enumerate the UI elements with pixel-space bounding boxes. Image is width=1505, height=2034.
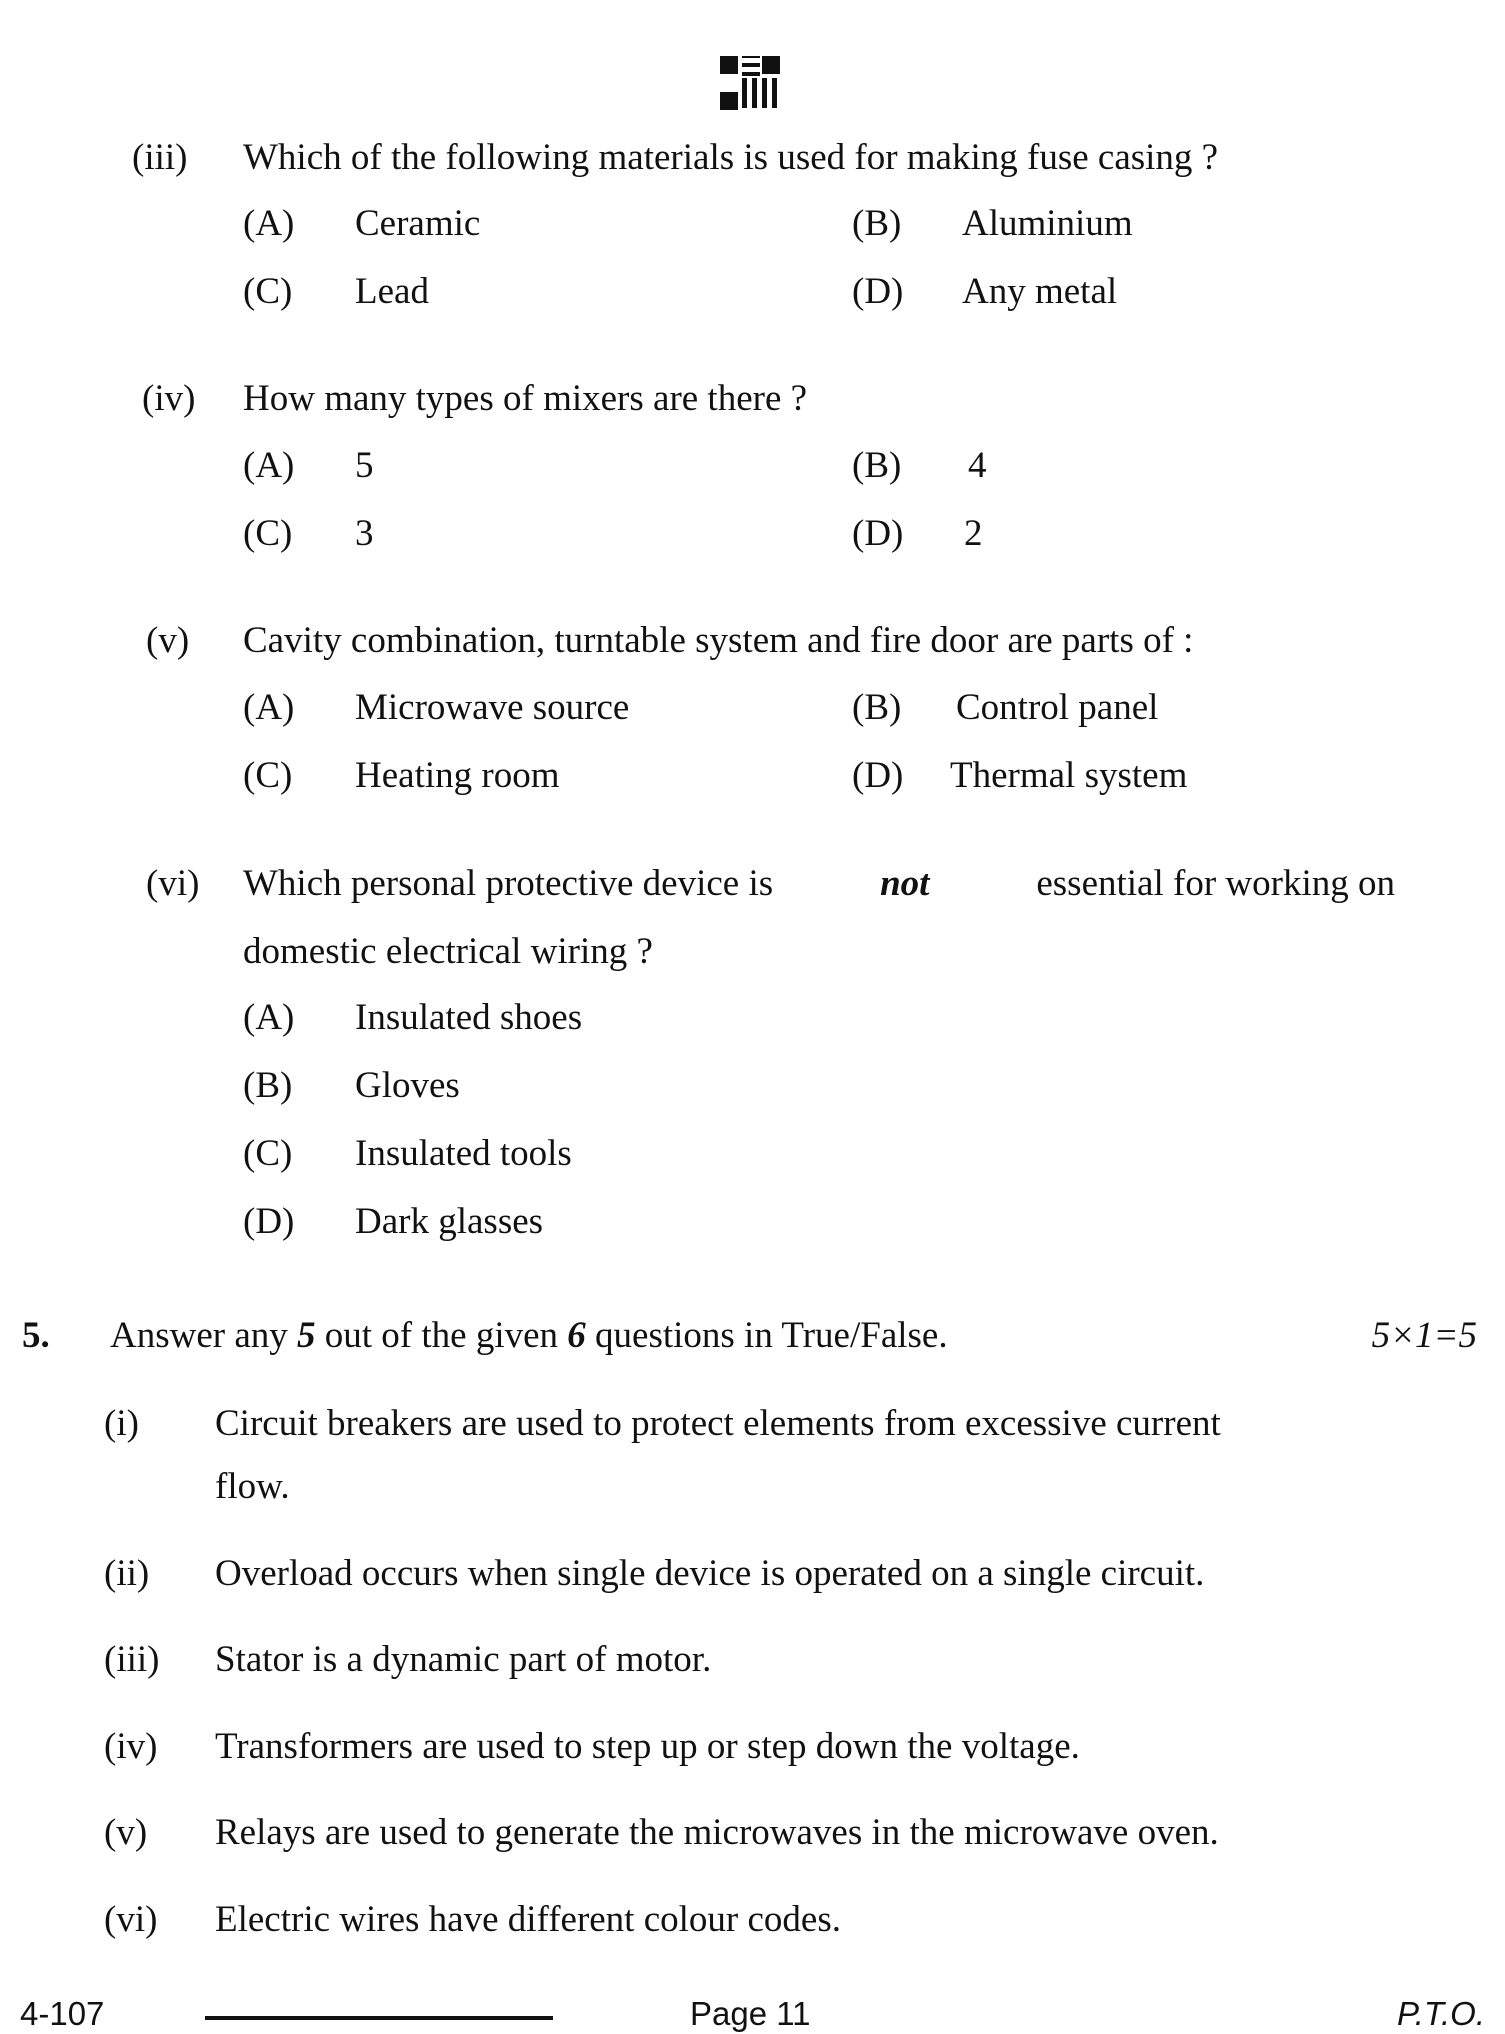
item-number: (iii) (104, 1639, 160, 1680)
question-text-emphasis: 5 (297, 1315, 316, 1356)
option-label: (A) (243, 203, 295, 244)
question-text: Cavity combination, turntable system and fire door are parts of : (243, 620, 1194, 661)
option-label: (A) (243, 687, 295, 728)
option-text: Insulated tools (355, 1133, 572, 1174)
option-text: 2 (964, 513, 983, 554)
option-label: (A) (243, 997, 295, 1038)
option-label: (C) (243, 513, 293, 554)
statement-text: Stator is a dynamic part of motor. (215, 1639, 712, 1680)
option-label: (C) (243, 755, 293, 796)
option-text: Aluminium (962, 203, 1133, 244)
item-number: (vi) (104, 1899, 158, 1940)
question-number: (iii) (132, 137, 188, 178)
question-text (243, 862, 1395, 906)
option-text: Thermal system (950, 755, 1188, 796)
option-label: (D) (852, 513, 904, 554)
statement-text: Transformers are used to step up or step down the voltage. (215, 1726, 1080, 1767)
option-text: Lead (355, 271, 429, 312)
question-number: 5. (22, 1315, 50, 1356)
marks: 5×1=5 (1371, 1315, 1477, 1356)
question-text-line2: domestic electrical wiring ? (243, 931, 653, 972)
page-number: Page 11 (690, 1995, 811, 2032)
option-text: Dark glasses (355, 1201, 544, 1242)
option-text: Microwave source (355, 687, 630, 728)
statement-text: Overload occurs when single device is operated on a single circuit. (215, 1553, 1205, 1594)
option-label: (D) (243, 1201, 295, 1242)
option-text: 5 (355, 445, 374, 486)
option-label: (B) (852, 445, 902, 486)
option-text: 3 (355, 513, 374, 554)
statement-text-line2: flow. (215, 1466, 290, 1507)
statement-text: Relays are used to generate the microwaves in the microwave oven. (215, 1812, 1219, 1853)
question-text (110, 1314, 948, 1358)
question-text-part: Which personal protective device is (243, 863, 774, 904)
item-number: (v) (104, 1812, 148, 1853)
question-text-emphasis: 6 (567, 1315, 586, 1356)
option-text: Control panel (956, 687, 1159, 728)
question-text-part: Answer any (110, 1315, 288, 1356)
pto-label: P.T.O. (1396, 1995, 1485, 2032)
option-text: Heating room (355, 755, 560, 796)
option-label: (A) (243, 445, 295, 486)
option-label: (D) (852, 271, 904, 312)
question-text-part: out of the given (324, 1315, 559, 1356)
question-text-part: questions in True/False. (595, 1315, 948, 1356)
item-number: (iv) (104, 1726, 158, 1767)
option-text: Gloves (355, 1065, 460, 1106)
option-label: (B) (852, 203, 902, 244)
question-text: Which of the following materials is used for making fuse casing ? (243, 137, 1219, 178)
option-label: (C) (243, 1133, 293, 1174)
question-text: How many types of mixers are there ? (243, 378, 808, 419)
option-label: (B) (243, 1065, 293, 1106)
statement-text: Electric wires have different colour codes. (215, 1899, 841, 1940)
paper-code: 4-107 (20, 1995, 105, 2032)
item-number: (ii) (104, 1553, 150, 1594)
footer-rule (205, 2016, 553, 2020)
question-text-part: essential for working on (1036, 863, 1395, 904)
question-text-emphasis: not (880, 863, 930, 904)
question-number: (iv) (142, 378, 196, 419)
question-number: (vi) (146, 863, 200, 904)
question-number: (v) (146, 620, 190, 661)
option-label: (D) (852, 755, 904, 796)
item-number: (i) (104, 1403, 139, 1444)
statement-text: Circuit breakers are used to protect elements from excessive current (215, 1403, 1221, 1444)
option-label: (C) (243, 271, 293, 312)
option-text: Any metal (962, 271, 1118, 312)
option-text: Ceramic (355, 203, 481, 244)
option-text: Insulated shoes (355, 997, 583, 1038)
qr-code (720, 56, 780, 110)
option-label: (B) (852, 687, 902, 728)
option-text: 4 (968, 445, 987, 486)
